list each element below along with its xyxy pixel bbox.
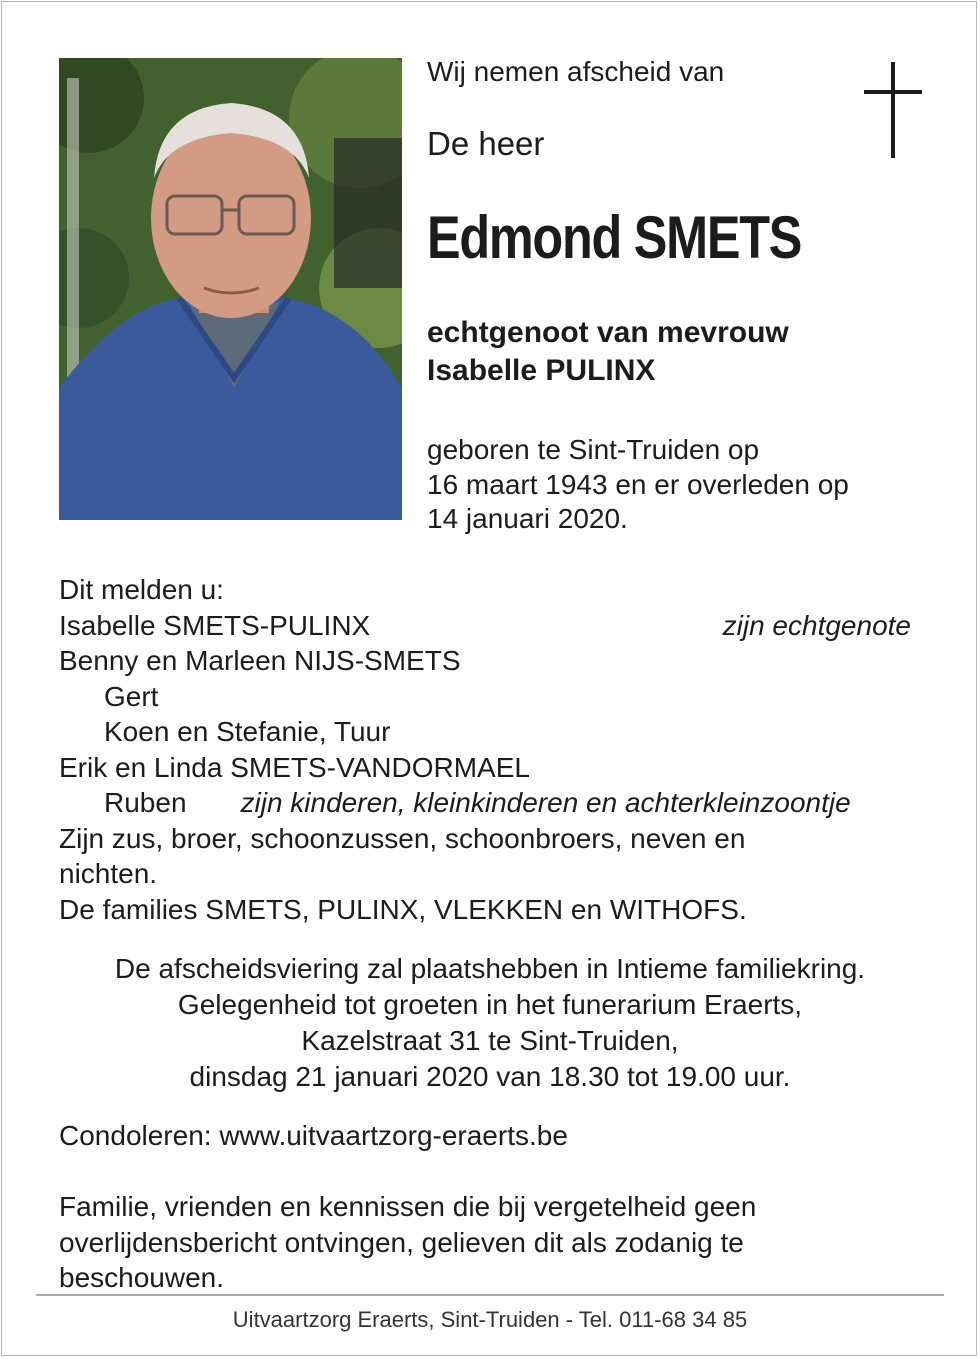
spouse-row	[59, 608, 919, 644]
child-row: Benny en Marleen NIJS-SMETS	[59, 645, 461, 676]
relatives-line: Zijn zus, broer, schoonzussen, schoonbroers, neven en	[59, 822, 746, 854]
family-notice	[59, 572, 919, 927]
spouse-role: zijn echtgenote	[722, 609, 911, 641]
relatives-line: nichten.	[59, 858, 158, 889]
closing-note	[59, 1189, 879, 1296]
ceremony-line: Kazelstraat 31 te Sint-Truiden,	[301, 1025, 679, 1056]
portrait-photo	[59, 58, 402, 520]
grandchild-row: Koen en Stefanie, Tuur	[104, 716, 391, 747]
birth-death-info	[427, 433, 849, 537]
birth-line: geboren te Sint-Truiden op	[427, 434, 760, 465]
ceremony-line: Gelegenheid tot groeten in het funerarium Eraerts,	[177, 989, 803, 1020]
closing-line: Familie, vrienden en kennissen die bij vergetelheid geen	[59, 1191, 757, 1222]
child-row: Erik en Linda SMETS-VANDORMAEL	[59, 751, 530, 783]
divider	[36, 1294, 944, 1296]
footer-text: Uitvaartzorg Eraerts, Sint-Truiden - Tel. 011-68 34 85	[232, 1307, 748, 1332]
honorific: De heer	[427, 125, 545, 162]
grandchild-row: Gert	[104, 680, 159, 712]
condolence-text: Condoleren: www.uitvaartzorg-eraerts.be	[59, 1120, 568, 1151]
cross-icon	[864, 62, 922, 158]
ceremony-line: De afscheidsviering zal plaatshebben in Intieme familiekring.	[114, 953, 866, 984]
grandchild-name: Ruben	[104, 787, 187, 818]
closing-line: beschouwen.	[59, 1262, 225, 1293]
closing-line: overlijdensbericht ontvingen, gelieven dit als zodanig te	[59, 1226, 744, 1258]
notice-heading: Dit melden u:	[59, 574, 224, 605]
deceased-name: Edmond SMETS	[427, 204, 802, 271]
ceremony-info	[0, 951, 980, 1095]
spouse-line: Isabelle PULINX	[427, 354, 656, 387]
birth-line: 16 maart 1943 en er overleden op	[427, 468, 849, 500]
ceremony-line: dinsdag 21 januari 2020 van 18.30 tot 19.00 uur.	[189, 1061, 791, 1092]
spouse-line: echtgenoot van mevrouw	[427, 316, 789, 349]
spouse-name: Isabelle SMETS-PULINX	[59, 609, 371, 641]
families-line: De families SMETS, PULINX, VLEKKEN en WITHOFS.	[59, 893, 747, 925]
birth-line: 14 januari 2020.	[427, 503, 628, 534]
intro-text: Wij nemen afscheid van	[427, 56, 725, 87]
spouse-info	[427, 314, 789, 390]
children-role: zijn kinderen, kleinkinderen en achterkleinzoontje	[240, 787, 851, 818]
grandchild-row	[59, 785, 919, 821]
